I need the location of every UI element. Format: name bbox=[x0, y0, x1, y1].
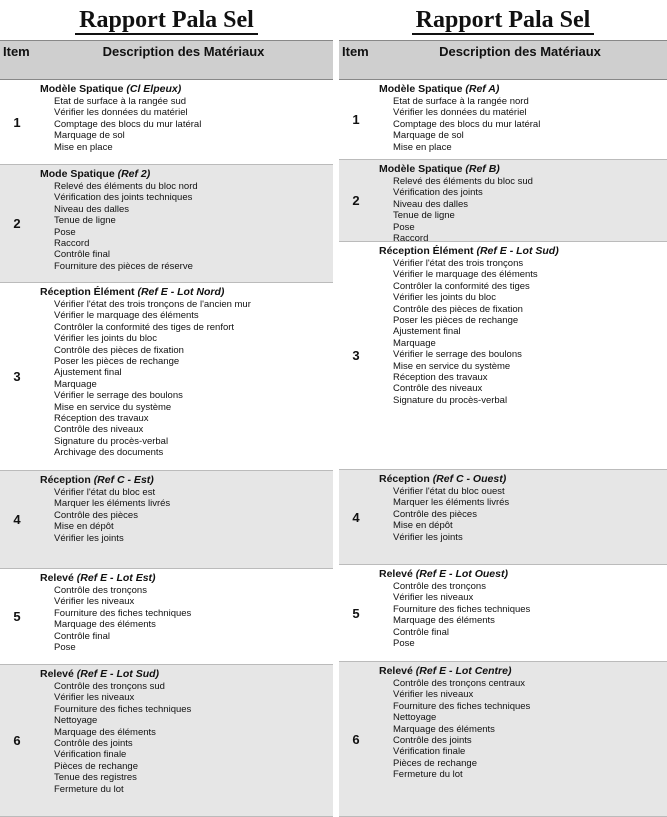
row-body bbox=[34, 569, 333, 664]
bullet-item: • Raccord bbox=[393, 233, 664, 241]
row-body bbox=[373, 242, 667, 469]
bullet-item: • Fourniture des pièces de réserve bbox=[54, 261, 330, 272]
header-description: Description des Matériaux bbox=[102, 44, 265, 59]
bullet-item: • Contrôle des tronçons bbox=[54, 585, 330, 596]
row-body bbox=[34, 665, 333, 816]
bullet-list bbox=[40, 585, 330, 653]
bullet-item: • Pose bbox=[54, 642, 330, 653]
table-row bbox=[0, 471, 333, 569]
row-title bbox=[40, 572, 330, 584]
bullet-list bbox=[379, 581, 664, 649]
bullet-item: • Relevé des éléments du bloc nord bbox=[54, 181, 330, 192]
row-title-text: Réception bbox=[40, 474, 91, 486]
row-title bbox=[379, 473, 664, 485]
bullet-item: • Contrôle des pièces de fixation bbox=[54, 345, 330, 356]
row-body bbox=[34, 80, 333, 164]
bullet-item: • Pièces de rechange bbox=[393, 758, 664, 769]
row-title bbox=[40, 168, 330, 180]
table-row bbox=[339, 470, 667, 565]
row-title-text: Relevé bbox=[40, 668, 74, 680]
row-title-text: Relevé bbox=[379, 568, 413, 580]
row-title-reference: (Ref 2) bbox=[117, 168, 151, 180]
row-title-text: Réception bbox=[379, 473, 430, 485]
table-body bbox=[0, 80, 333, 817]
row-number: 2 bbox=[352, 193, 360, 208]
table-row bbox=[0, 80, 333, 165]
row-body bbox=[373, 470, 667, 564]
bullet-item: • Marquage bbox=[393, 338, 664, 349]
bullet-item: • Marquer les éléments livrés bbox=[393, 497, 664, 508]
row-number: 4 bbox=[13, 512, 21, 527]
bullet-list bbox=[379, 486, 664, 543]
row-title bbox=[379, 163, 664, 175]
bullet-item: • Vérifier les niveaux bbox=[393, 592, 664, 603]
table-row bbox=[0, 283, 333, 471]
bullet-item: • Contrôle des pièces bbox=[54, 510, 330, 521]
bullet-item: • Niveau des dalles bbox=[54, 204, 330, 215]
bullet-item: • Vérification finale bbox=[393, 746, 664, 757]
report-title bbox=[339, 0, 667, 40]
row-number: 6 bbox=[352, 731, 360, 747]
header-item: Item bbox=[3, 44, 30, 59]
row-title bbox=[379, 83, 664, 95]
row-title-text: Relevé bbox=[40, 572, 74, 584]
bullet-list bbox=[40, 681, 330, 795]
bullet-item: • Vérifier l'état des trois tronçons bbox=[393, 258, 664, 269]
bullet-item: • Marquage de sol bbox=[54, 130, 330, 141]
bullet-item: • Vérifier le marquage des éléments bbox=[54, 310, 330, 321]
bullet-item: • Vérifier le serrage des boulons bbox=[54, 390, 330, 401]
bullet-item: • Etat de surface à la rangée nord bbox=[393, 96, 664, 107]
bullet-list bbox=[379, 176, 664, 241]
bullet-item: • Vérifier l'état du bloc est bbox=[54, 487, 330, 498]
bullet-item: • Fermeture du lot bbox=[54, 784, 330, 795]
left-report-column bbox=[0, 0, 333, 817]
table-row bbox=[0, 665, 333, 817]
table-row bbox=[339, 662, 667, 817]
bullet-item: • Contrôle final bbox=[54, 631, 330, 642]
bullet-item: • Signature du procès-verbal bbox=[393, 395, 664, 406]
bullet-item: • Vérifier les niveaux bbox=[54, 596, 330, 607]
row-title bbox=[40, 668, 330, 680]
bullet-item: • Poser les pièces de rechange bbox=[54, 356, 330, 367]
right-report-column bbox=[339, 0, 667, 817]
header-description: Description des Matériaux bbox=[439, 44, 601, 59]
bullet-item: • Niveau des dalles bbox=[393, 199, 664, 210]
row-title bbox=[40, 83, 330, 95]
bullet-item: • Mise en dépôt bbox=[54, 521, 330, 532]
bullet-list bbox=[40, 96, 330, 153]
bullet-item: • Contrôle final bbox=[393, 627, 664, 638]
bullet-item: • Tenue des registres bbox=[54, 772, 330, 783]
bullet-item: • Vérifier le serrage des boulons bbox=[393, 349, 664, 360]
bullet-item: • Marquage de sol bbox=[393, 130, 664, 141]
bullet-item: • Contrôle des pièces de fixation bbox=[393, 304, 664, 315]
bullet-item: • Contrôle des tronçons centraux bbox=[393, 678, 664, 689]
bullet-item: • Mise en service du système bbox=[54, 402, 330, 413]
bullet-item: • Tenue de ligne bbox=[54, 215, 330, 226]
bullet-item: • Pose bbox=[54, 227, 330, 238]
report-title bbox=[0, 0, 333, 40]
row-title-reference: (Ref B) bbox=[465, 163, 500, 175]
bullet-item: • Poser les pièces de rechange bbox=[393, 315, 664, 326]
row-title-reference: (Ref A) bbox=[465, 83, 500, 95]
bullet-item: • Pose bbox=[393, 222, 664, 233]
report-title-text: Rapport Pala Sel bbox=[412, 7, 595, 35]
table-row bbox=[0, 569, 333, 665]
bullet-item: • Tenue de ligne bbox=[393, 210, 664, 221]
bullet-item: • Marquage des éléments bbox=[54, 727, 330, 738]
row-title-text: Modèle Spatique bbox=[379, 83, 463, 95]
bullet-item: • Contrôler la conformité des tiges de renfort bbox=[54, 322, 330, 333]
bullet-list bbox=[40, 181, 330, 272]
table-header bbox=[339, 40, 667, 80]
bullet-item: • Pièces de rechange bbox=[54, 761, 330, 772]
bullet-item: • Vérification des joints bbox=[393, 187, 664, 198]
bullet-item: • Contrôle des tronçons sud bbox=[54, 681, 330, 692]
header-item: Item bbox=[342, 44, 369, 59]
bullet-item: • Contrôle des niveaux bbox=[54, 424, 330, 435]
bullet-item: • Nettoyage bbox=[54, 715, 330, 726]
row-body bbox=[373, 565, 667, 661]
bullet-item: • Vérifier les données du matériel bbox=[393, 107, 664, 118]
bullet-item: • Vérifier les joints bbox=[54, 533, 330, 544]
bullet-list bbox=[379, 678, 664, 781]
row-number: 3 bbox=[13, 369, 21, 384]
bullet-item: • Nettoyage bbox=[393, 712, 664, 723]
bullet-item: • Mise en place bbox=[54, 142, 330, 153]
row-number: 1 bbox=[352, 112, 360, 127]
bullet-item: • Archivage des documents bbox=[54, 447, 330, 458]
bullet-item: • Fourniture des fiches techniques bbox=[54, 608, 330, 619]
bullet-item: • Mise en dépôt bbox=[393, 520, 664, 531]
bullet-item: • Marquage des éléments bbox=[393, 724, 664, 735]
bullet-item: • Marquer les éléments livrés bbox=[54, 498, 330, 509]
row-title bbox=[379, 665, 664, 677]
bullet-list bbox=[40, 487, 330, 544]
bullet-item: • Mise en service du système bbox=[393, 361, 664, 372]
bullet-item: • Vérifier l'état des trois tronçons de l'ancien mur bbox=[54, 299, 330, 310]
row-number: 5 bbox=[13, 609, 21, 624]
row-body bbox=[373, 662, 667, 816]
bullet-item: • Signature du procès-verbal bbox=[54, 436, 330, 447]
bullet-item: • Contrôle des joints bbox=[54, 738, 330, 749]
row-number: 4 bbox=[352, 509, 360, 525]
bullet-item: • Réception des travaux bbox=[393, 372, 664, 383]
table-row bbox=[339, 242, 667, 470]
bullet-item: • Pose bbox=[393, 638, 664, 649]
row-title bbox=[379, 568, 664, 580]
table-row bbox=[339, 80, 667, 160]
bullet-item: • Contrôler la conformité des tiges bbox=[393, 281, 664, 292]
bullet-item: • Vérification des joints techniques bbox=[54, 192, 330, 203]
table-body bbox=[339, 80, 667, 817]
bullet-item: • Contrôle des niveaux bbox=[393, 383, 664, 394]
row-title-reference: (Ref C - Ouest) bbox=[432, 473, 507, 485]
bullet-item: • Comptage des blocs du mur latéral bbox=[393, 119, 664, 130]
row-body bbox=[34, 283, 333, 470]
bullet-item: • Fourniture des fiches techniques bbox=[393, 701, 664, 712]
bullet-item: • Mise en place bbox=[393, 142, 664, 153]
bullet-list bbox=[379, 258, 664, 406]
row-number: 1 bbox=[13, 114, 21, 130]
bullet-item: • Relevé des éléments du bloc sud bbox=[393, 176, 664, 187]
row-title-text: Réception Élément bbox=[379, 245, 474, 257]
row-title-reference: (Ref E - Lot Centre) bbox=[415, 665, 512, 677]
row-number: 6 bbox=[13, 733, 21, 748]
table-row bbox=[0, 165, 333, 283]
bullet-item: • Marquage bbox=[54, 379, 330, 390]
row-title-text: Mode Spatique bbox=[40, 168, 115, 180]
bullet-item: • Contrôle final bbox=[54, 249, 330, 260]
row-title-reference: (Ref E - Lot Sud) bbox=[476, 245, 559, 257]
row-body bbox=[373, 160, 667, 241]
row-title-reference: (Ref C - Est) bbox=[93, 474, 154, 486]
bullet-item: • Fourniture des fiches techniques bbox=[393, 604, 664, 615]
bullet-list bbox=[40, 299, 330, 459]
row-title-text: Réception Élément bbox=[40, 286, 135, 298]
row-title-text: Modèle Spatique bbox=[379, 163, 463, 175]
bullet-item: • Contrôle des joints bbox=[393, 735, 664, 746]
row-body bbox=[34, 165, 333, 282]
bullet-item: • Marquage des éléments bbox=[393, 615, 664, 626]
bullet-item: • Vérifier les niveaux bbox=[54, 692, 330, 703]
bullet-item: • Vérifier les joints du bloc bbox=[54, 333, 330, 344]
row-number: 2 bbox=[13, 216, 21, 231]
table-row bbox=[339, 565, 667, 662]
bullet-item: • Vérifier les données du matériel bbox=[54, 107, 330, 118]
bullet-item: • Etat de surface à la rangée sud bbox=[54, 96, 330, 107]
bullet-item: • Fermeture du lot bbox=[393, 769, 664, 780]
row-body bbox=[373, 80, 667, 159]
bullet-item: • Raccord bbox=[54, 238, 330, 249]
bullet-item: • Marquage des éléments bbox=[54, 619, 330, 630]
row-title-reference: (Cl Elpeux) bbox=[126, 83, 182, 95]
bullet-item: • Réception des travaux bbox=[54, 413, 330, 424]
row-number: 3 bbox=[352, 348, 360, 363]
row-title bbox=[40, 474, 330, 486]
row-title-reference: (Ref E - Lot Est) bbox=[76, 572, 156, 584]
bullet-item: • Contrôle des tronçons bbox=[393, 581, 664, 592]
bullet-item: • Vérifier le marquage des éléments bbox=[393, 269, 664, 280]
bullet-item: • Vérification finale bbox=[54, 749, 330, 760]
bullet-item: • Comptage des blocs du mur latéral bbox=[54, 119, 330, 130]
row-title bbox=[40, 286, 330, 298]
row-title bbox=[379, 245, 664, 257]
row-title-text: Modèle Spatique bbox=[40, 83, 124, 95]
bullet-item: • Fourniture des fiches techniques bbox=[54, 704, 330, 715]
bullet-item: • Vérifier les joints du bloc bbox=[393, 292, 664, 303]
bullet-item: • Vérifier les joints bbox=[393, 532, 664, 543]
bullet-item: • Contrôle des pièces bbox=[393, 509, 664, 520]
bullet-item: • Vérifier les niveaux bbox=[393, 689, 664, 700]
table-header bbox=[0, 40, 333, 80]
bullet-item: • Ajustement final bbox=[54, 367, 330, 378]
bullet-item: • Ajustement final bbox=[393, 326, 664, 337]
row-body bbox=[34, 471, 333, 568]
bullet-item: • Vérifier l'état du bloc ouest bbox=[393, 486, 664, 497]
row-title-reference: (Ref E - Lot Nord) bbox=[137, 286, 225, 298]
row-title-reference: (Ref E - Lot Ouest) bbox=[415, 568, 508, 580]
bullet-list bbox=[379, 96, 664, 153]
row-number: 5 bbox=[352, 605, 360, 621]
row-title-reference: (Ref E - Lot Sud) bbox=[76, 668, 160, 680]
table-row bbox=[339, 160, 667, 242]
row-title-text: Relevé bbox=[379, 665, 413, 677]
report-title-text: Rapport Pala Sel bbox=[75, 7, 258, 35]
